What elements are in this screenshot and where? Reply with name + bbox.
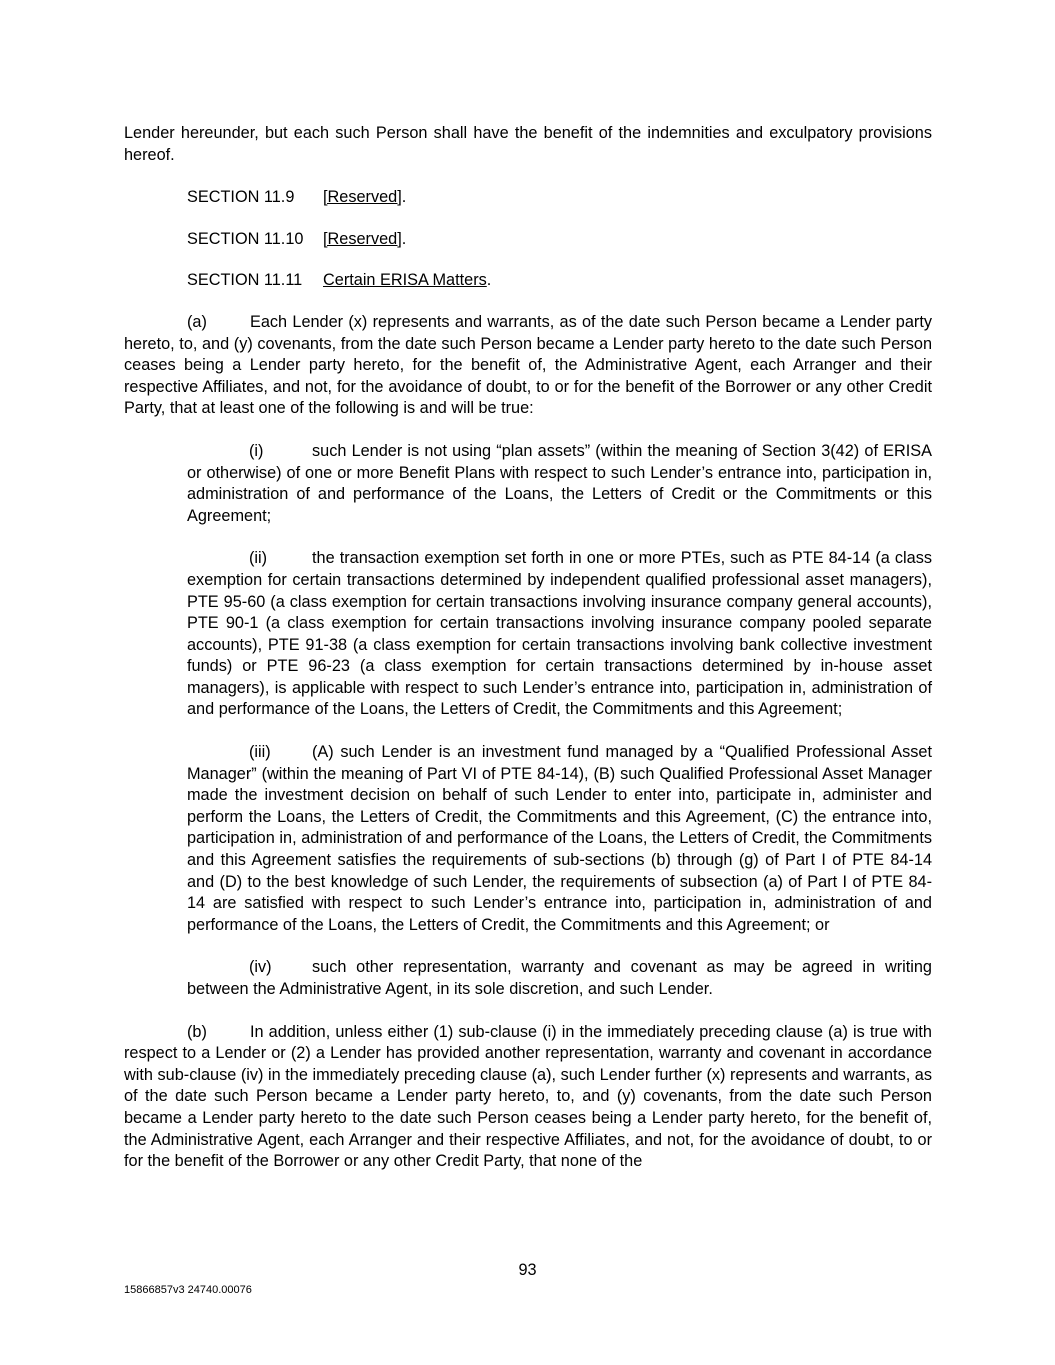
subclause-i: [187, 441, 932, 527]
clause-label: (a): [187, 312, 207, 331]
section-title: [Reserved]: [323, 229, 402, 248]
clause-text: In addition, unless either (1) sub-clause (i) in the immediately preceding clause (a) is true with respect to a Lender or (2) a Lender has provided another representation, warranty and covenant in accordance with sub-clause (iv) in the immediately preceding clause (a), such Lender further (x) represents and warrants, as of the date such Person became a Lender party hereto, to, and (y) covenants, from the date such Person became a Lender party hereto to the date such Person ceases being a Lender party hereto, for the benefit of, the Administrative Agent, each Arranger and their respective Affiliates, and not, for the avoidance of doubt, to or for the benefit of the Borrower or any other Credit Party, that none of the: [124, 1022, 932, 1171]
clause-label: (b): [187, 1022, 207, 1041]
clause-b: [124, 1022, 932, 1173]
section-number: SECTION 11.10: [187, 229, 304, 248]
section-suffix: .: [401, 188, 407, 207]
section-title: Certain ERISA Matters: [323, 271, 487, 290]
continuation-paragraph: Lender hereunder, but each such Person shall have the benefit of the indemnities and exculpatory provisions hereof.: [124, 124, 932, 164]
subclause-ii: [187, 548, 932, 721]
subclause-iv: [187, 957, 932, 1000]
subclause-text: such Lender is not using “plan assets” (within the meaning of Section 3(42) of ERISA or otherwise) of one or more Benefit Plans with respect to such Lender’s entrance into, participation in, administration of and performance of the Loans, the Letters of Credit or the Commitments or this Agreement;: [187, 441, 932, 525]
subclause-label: (ii): [249, 549, 268, 568]
subclause-label: (i): [249, 441, 264, 460]
clause-a: [124, 312, 932, 420]
clause-text: Each Lender (x) represents and warrants, as of the date such Person became a Lender party hereto, to, and (y) covenants, from the date such Person became a Lender party hereto to the date such Person ceases being a Lender party hereto, for the benefit of, the Administrative Agent, each Arranger and their respective Affiliates, and not, for the avoidance of doubt, to or for the benefit of the Borrower or any other Credit Party, that at least one of the following is and will be true:: [124, 312, 932, 418]
section-heading-11-10: [187, 229, 932, 251]
subclause-label: (iii): [249, 743, 271, 762]
section-suffix: .: [486, 271, 492, 290]
section-suffix: .: [401, 229, 407, 248]
subclause-label: (iv): [249, 958, 272, 977]
section-number: SECTION 11.9: [187, 188, 295, 207]
section-heading-11-9: [187, 187, 932, 209]
document-id-footer: 15866857v3 24740.00076: [124, 1284, 252, 1296]
document-page: [124, 123, 932, 1194]
subclause-text: such other representation, warranty and covenant as may be agreed in writing between the Administrative Agent, in its sole discretion, and such Lender.: [187, 958, 932, 998]
subclause-iii: [187, 742, 932, 936]
subclause-text: (A) such Lender is an investment fund managed by a “Qualified Professional Asset Manager” (within the meaning of Part VI of PTE 84-14), (B) such Qualified Professional Asset Manager made the investment decision on behalf of such Lender to enter into, participate in, administer and perform the Loans, the Letters of Credit, the Commitments and this Agreement, (C) the entrance into, participation in, administration of and performance of the Loans, the Letters of Credit, the Commitments and this Agreement satisfies the requirements of sub-sections (b) through (g) of Part I of PTE 84-14 and (D) to the best knowledge of such Lender, the requirements of subsection (a) of Part I of PTE 84-14 are satisfied with respect to such Lender’s entrance into, participation in, administration of and performance of the Loans, the Letters of Credit, the Commitments and this Agreement; or: [187, 743, 932, 934]
section-heading-11-11: [187, 270, 932, 292]
subclause-text: the transaction exemption set forth in one or more PTEs, such as PTE 84-14 (a class exemption for certain transactions determined by independent qualified professional asset managers), PTE 95-60 (a class exemption for certain transactions involving insurance company general accounts), PTE 90-1 (a class exemption for certain transactions involving insurance company pooled separate accounts), PTE 91-38 (a class exemption for certain transactions involving bank collective investment funds) or PTE 96-23 (a class exemption for certain transactions determined by in-house asset managers), is applicable with respect to such Lender’s entrance into, participation in, administration of and performance of the Loans, the Letters of Credit, the Commitments and this Agreement;: [187, 549, 932, 719]
section-number: SECTION 11.11: [187, 271, 303, 290]
page-number: 93: [518, 1261, 537, 1279]
section-title: [Reserved]: [323, 188, 402, 207]
